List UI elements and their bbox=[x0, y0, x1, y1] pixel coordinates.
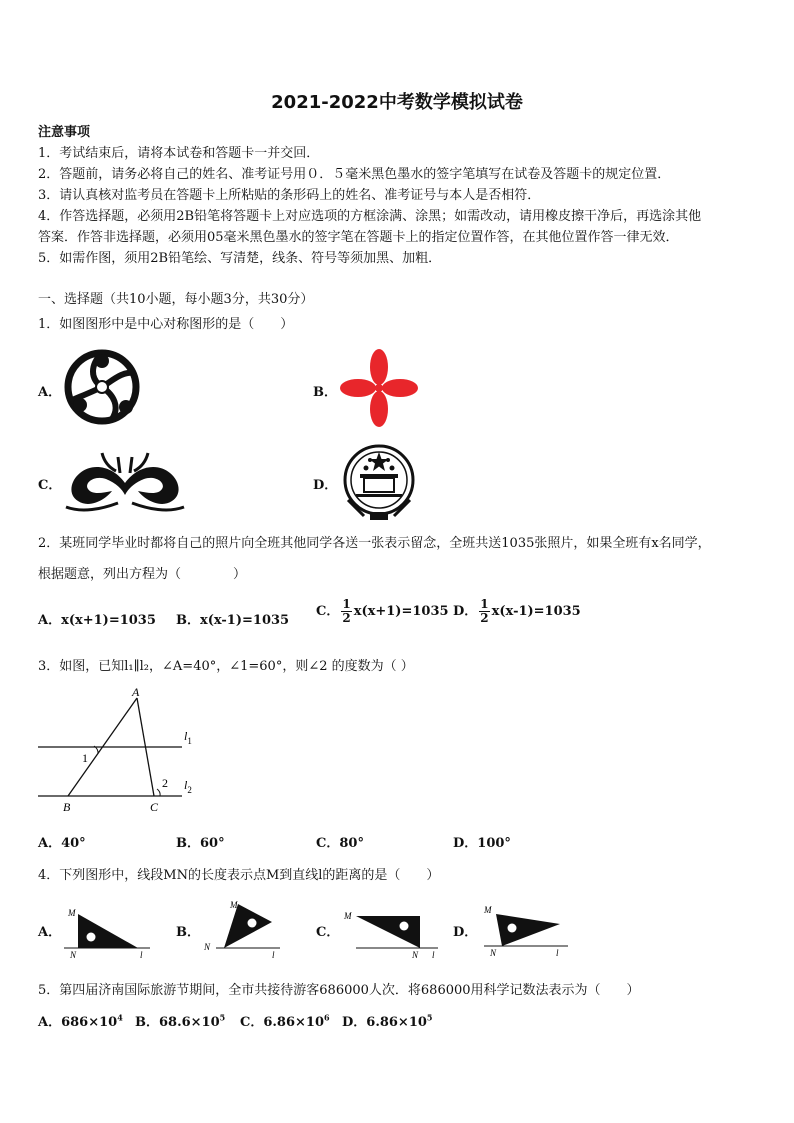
svg-text:M: M bbox=[484, 905, 492, 915]
line-l2-label: $l_2$ bbox=[184, 778, 192, 795]
q4-option-c-label: C． bbox=[316, 925, 340, 940]
q2-option-c-expr: x(x+1)=1035 bbox=[353, 604, 449, 619]
q1-option-a-label: A． bbox=[38, 385, 62, 400]
q4-option-b-label: B． bbox=[176, 925, 200, 940]
q5-option-d: D．$6.86\times 10^5$ bbox=[342, 1012, 433, 1030]
q4-option-b-figure bbox=[200, 898, 282, 960]
q3-option-a: A．40° bbox=[38, 836, 86, 851]
q2-stem-line2: 根据题意，列出方程为（ ） bbox=[38, 567, 247, 582]
q1-option-d-figure bbox=[340, 440, 418, 522]
svg-text:l: l bbox=[556, 948, 559, 958]
q5-option-a: A．$686\times 10^4$ bbox=[38, 1012, 123, 1030]
section-heading: 一、选择题（共10小题，每小题3分，共30分） bbox=[38, 292, 314, 307]
svg-text:N: N bbox=[70, 950, 77, 960]
q2-option-a: A．x(x+1)=1035 bbox=[38, 613, 156, 628]
q1-option-c-figure bbox=[62, 443, 188, 517]
q4-option-c-figure bbox=[342, 904, 442, 960]
q2-option-c bbox=[316, 598, 449, 625]
angle-1-label: 1 bbox=[82, 751, 88, 765]
q2-option-c-fraction bbox=[341, 598, 351, 625]
point-a-label: A bbox=[132, 685, 140, 699]
svg-text:M: M bbox=[344, 911, 352, 921]
q2-option-d-label: D． bbox=[453, 604, 478, 619]
q4-option-d-figure bbox=[478, 900, 570, 960]
q5-option-c: C．$6.86\times 10^6$ bbox=[240, 1012, 330, 1030]
svg-text:l: l bbox=[432, 950, 435, 960]
line-l1-label: $l_1$ bbox=[184, 729, 192, 746]
notice-item: 3．请认真核对监考员在答题卡上所粘贴的条形码上的姓名、准考证号与本人是否相符． bbox=[38, 188, 541, 203]
q3-stem: 3．如图，已知l₁∥l₂，∠A=40°，∠1=60°，则∠2 的度数为（ ） bbox=[38, 659, 414, 674]
q4-option-a-figure bbox=[64, 904, 152, 960]
point-c-label: C bbox=[150, 800, 159, 814]
q3-geometry-figure bbox=[36, 684, 206, 818]
svg-text:M: M bbox=[68, 908, 76, 918]
q3-option-c: C．80° bbox=[316, 836, 364, 851]
q5-option-b: B．$68.6\times 10^5$ bbox=[135, 1012, 226, 1030]
q1-option-b-label: B． bbox=[313, 385, 337, 400]
notice-item: 答案．作答非选择题，必须用05毫米黑色墨水的签字笔在答题卡上的指定位置作答，在其他位置作答一律无效． bbox=[38, 230, 679, 245]
q3-option-b: B．60° bbox=[176, 836, 225, 851]
q4-option-a-label: A． bbox=[38, 925, 62, 940]
q2-option-c-label: C． bbox=[316, 604, 340, 619]
q3-option-d: D．100° bbox=[453, 836, 511, 851]
q1-option-b-figure bbox=[338, 347, 420, 429]
page-title: 2021-2022中考数学模拟试卷 bbox=[271, 92, 523, 113]
point-b-label: B bbox=[63, 800, 71, 814]
svg-text:l: l bbox=[272, 950, 275, 960]
notice-item: 5．如需作图，须用2B铅笔绘、写清楚，线条、符号等须加黑、加粗． bbox=[38, 251, 442, 266]
q1-option-d-label: D． bbox=[313, 478, 338, 493]
notice-heading: 注意事项 bbox=[38, 125, 91, 140]
angle-2-label: 2 bbox=[162, 776, 168, 790]
svg-text:N: N bbox=[490, 948, 497, 958]
fraction-denominator: 2 bbox=[480, 611, 489, 625]
fraction-numerator: 1 bbox=[480, 597, 489, 611]
q4-stem: 4．下列图形中，线段MN的长度表示点M到直线l的距离的是（ ） bbox=[38, 868, 440, 883]
q2-option-d-fraction bbox=[479, 598, 489, 625]
q5-stem: 5．第四届济南国际旅游节期间，全市共接待游客686000人次．将686000用科学记数法表示为（ ） bbox=[38, 983, 640, 998]
q2-option-d bbox=[453, 598, 581, 625]
notice-item: 4．作答选择题，必须用2B铅笔将答题卡上对应选项的方框涂满、涂黑；如需改动，请用橡皮擦干净后，再选涂其他 bbox=[38, 209, 702, 224]
q1-option-a-figure bbox=[60, 345, 144, 429]
notice-item: 2．答题前，请务必将自己的姓名、准考证号用０．５毫米黑色墨水的签字笔填写在试卷及答题卡的规定位置． bbox=[38, 167, 671, 182]
q2-option-b: B．x(x-1)=1035 bbox=[176, 613, 290, 628]
fraction-numerator: 1 bbox=[342, 597, 351, 611]
q1-option-c-label: C． bbox=[38, 478, 62, 493]
svg-text:l: l bbox=[140, 950, 143, 960]
q1-stem: 1．如图图形中是中心对称图形的是（ ） bbox=[38, 317, 294, 332]
svg-text:N: N bbox=[204, 942, 211, 952]
q2-stem-line1: 2．某班同学毕业时都将自己的照片向全班其他同学各送一张表示留念，全班共送1035张照片，如果全班有x名同学， bbox=[38, 536, 711, 551]
q2-option-d-expr: x(x-1)=1035 bbox=[491, 604, 581, 619]
q4-option-d-label: D． bbox=[453, 925, 478, 940]
notice-item: 1．考试结束后，请将本试卷和答题卡一并交回． bbox=[38, 146, 320, 161]
svg-text:M: M bbox=[230, 900, 238, 910]
fraction-denominator: 2 bbox=[342, 611, 351, 625]
svg-text:N: N bbox=[412, 950, 419, 960]
